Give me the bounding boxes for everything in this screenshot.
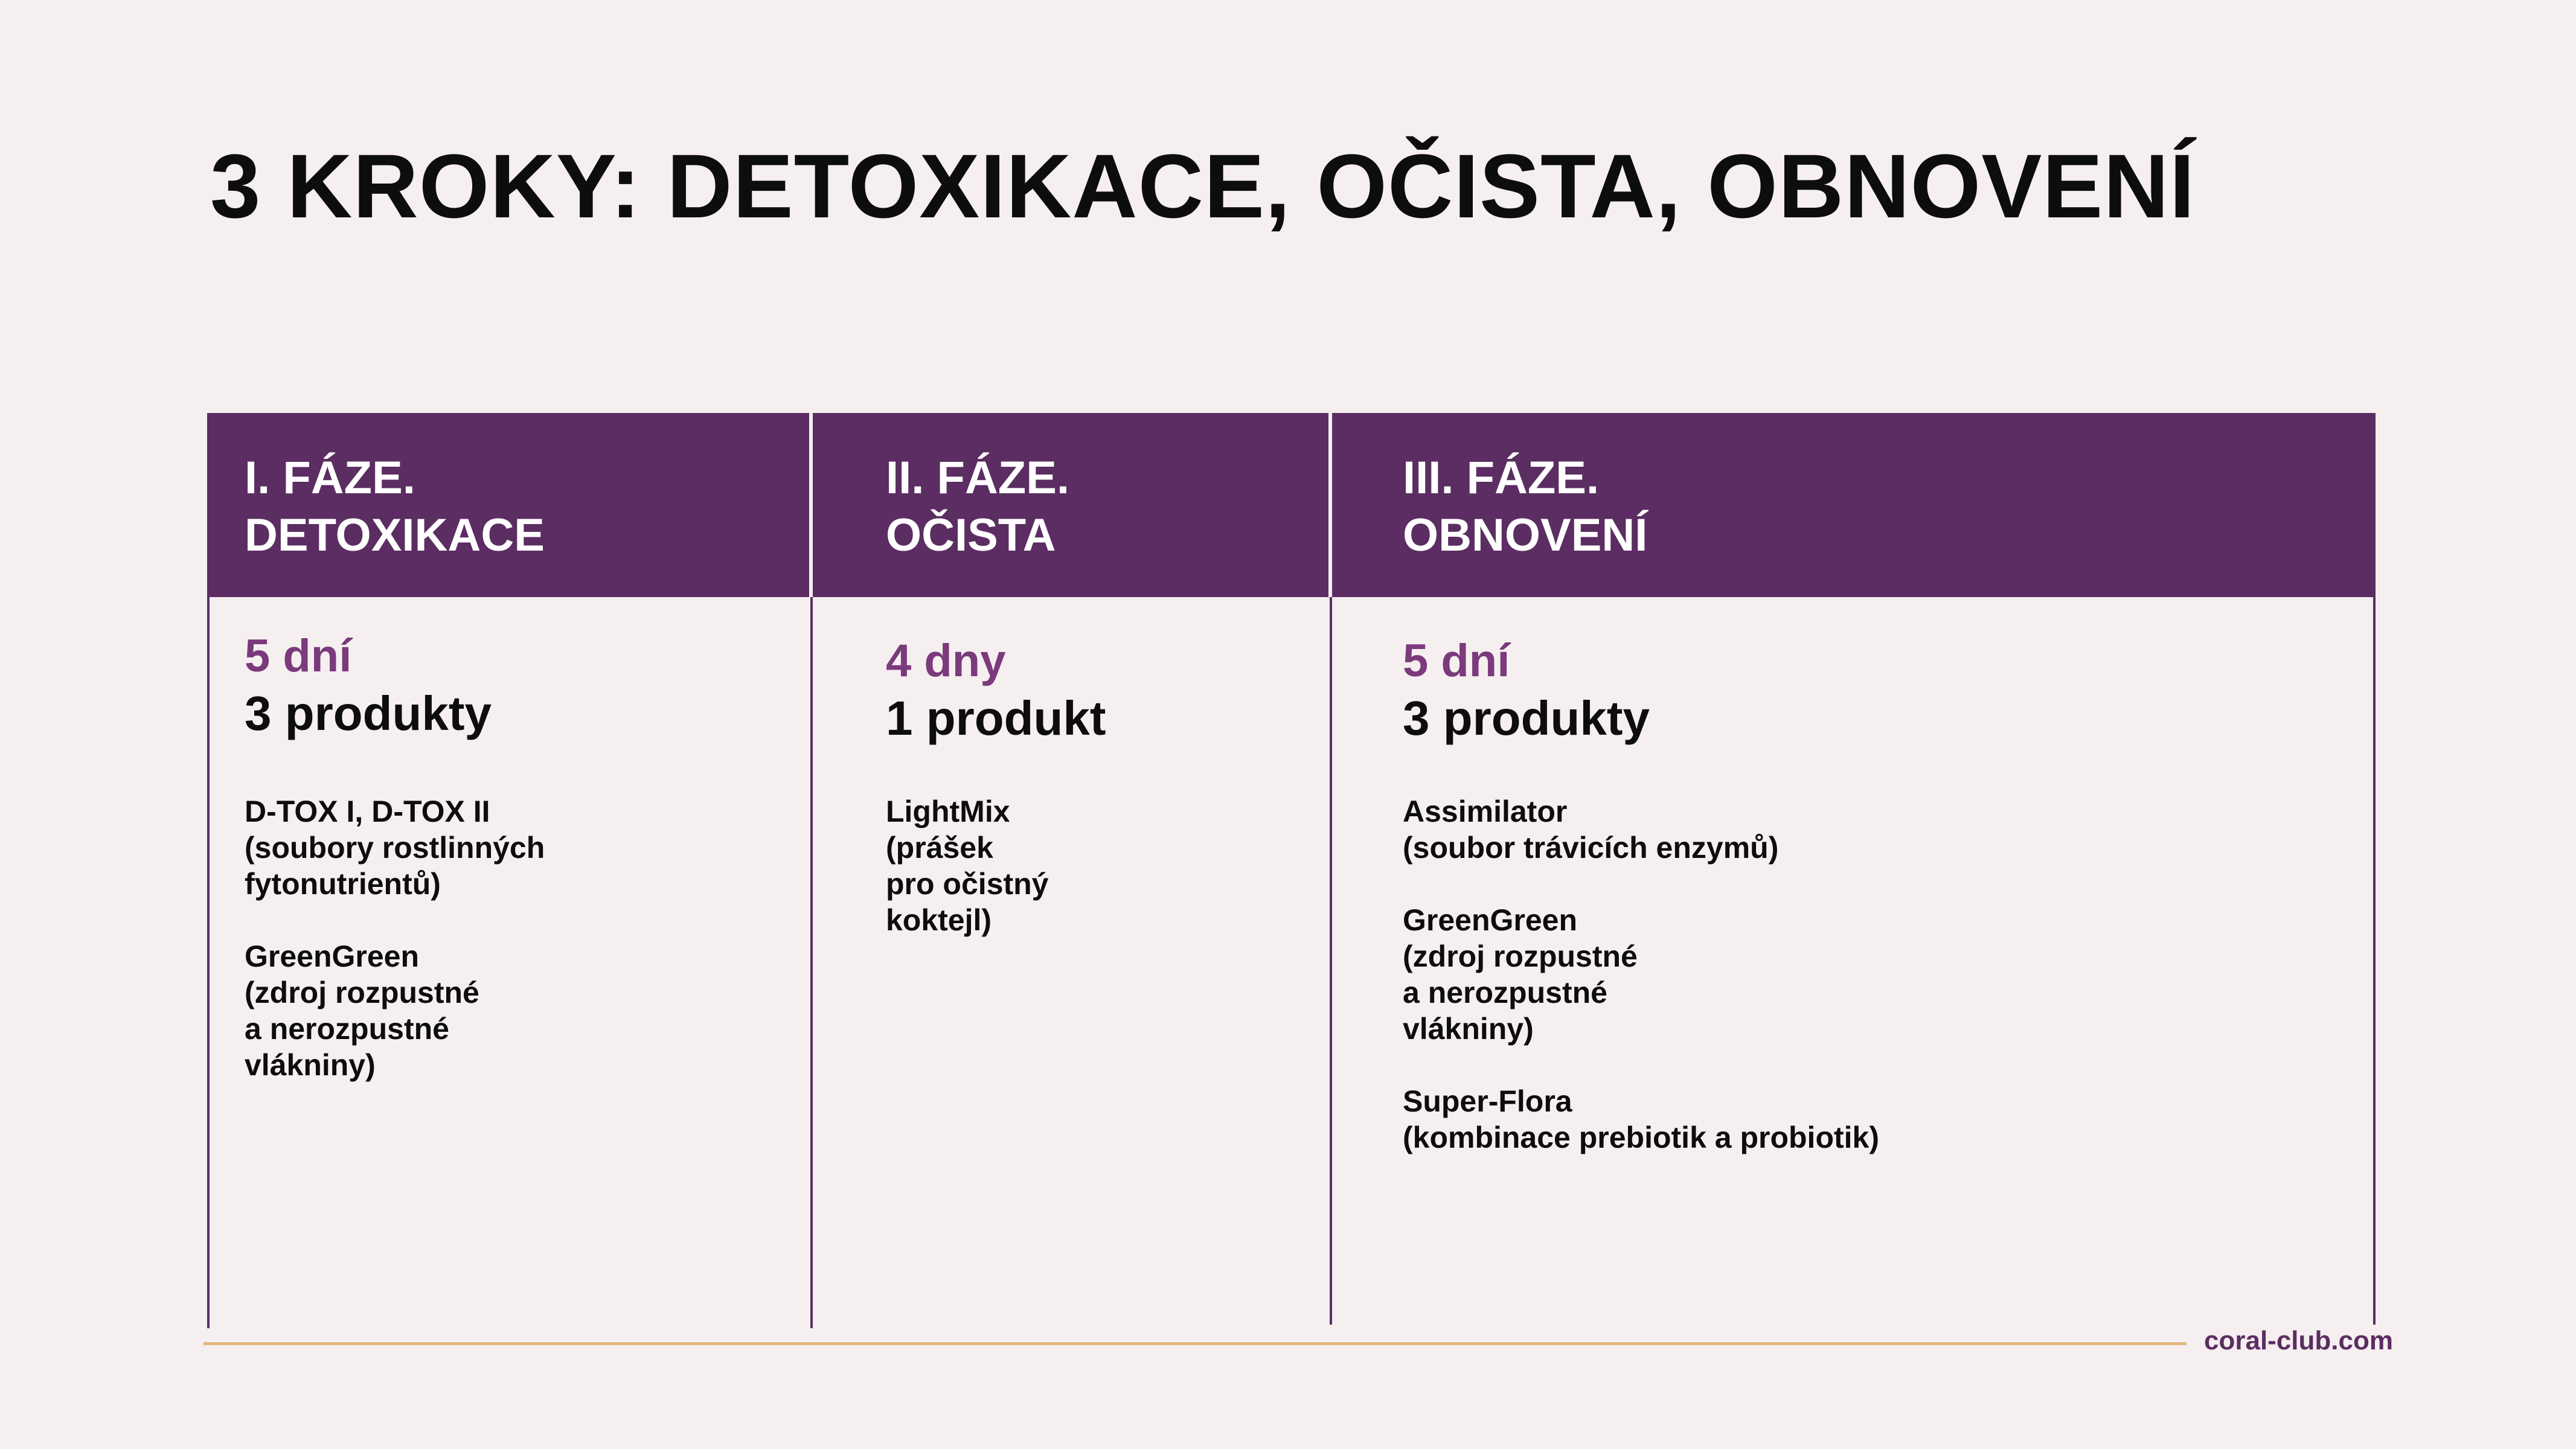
- phase-1-header-number: I. FÁZE.: [245, 452, 415, 504]
- phase-table: [207, 413, 2376, 1328]
- footer-divider: [203, 1342, 2187, 1345]
- product-description: (kombinace prebiotik a probiotik): [1403, 1121, 1879, 1154]
- product-name: GreenGreen: [245, 939, 420, 973]
- phase-1-header: [245, 449, 545, 564]
- phase-2-duration: 4 dny: [886, 635, 1006, 686]
- phase-3-column: [1403, 632, 1879, 1156]
- phase-3-header-name: OBNOVENÍ: [1403, 510, 1648, 561]
- phase-1-product-dtox: [245, 793, 545, 902]
- product-description: pro očistný: [886, 867, 1049, 901]
- phase-2-product-lightmix: [886, 793, 1106, 938]
- product-name: D-TOX I, D-TOX II: [245, 795, 490, 828]
- column-divider: [1330, 597, 1332, 1325]
- phase-1-product-greengreen: [245, 938, 545, 1083]
- phase-3-product-greengreen: [1403, 902, 1879, 1047]
- phase-2-header-name: OČISTA: [886, 510, 1056, 561]
- phase-1-column: [245, 627, 545, 1083]
- product-description: a nerozpustné: [1403, 976, 1607, 1009]
- phase-3-header: [1403, 449, 1647, 564]
- column-divider: [810, 597, 813, 1328]
- product-name: LightMix: [886, 795, 1010, 828]
- product-description: (soubory rostlinných: [245, 831, 545, 865]
- phase-3-product-assimilator: [1403, 793, 1879, 866]
- phase-2-product-count: 1 produkt: [886, 691, 1106, 745]
- phase-3-product-superflora: [1403, 1083, 1879, 1156]
- page-title: 3 KROKY: DETOXIKACE, OČISTA, OBNOVENÍ: [210, 135, 2196, 237]
- footer-url: coral-club.com: [2204, 1326, 2393, 1355]
- column-divider: [2373, 597, 2376, 1325]
- header-divider: [1328, 413, 1332, 597]
- phase-1-product-count: 3 produkty: [245, 686, 492, 740]
- product-description: vlákniny): [1403, 1012, 1534, 1046]
- product-description: fytonutrientů): [245, 867, 441, 901]
- product-description: koktejl): [886, 903, 992, 937]
- product-description: (prášek: [886, 831, 993, 865]
- phase-1-duration: 5 dní: [245, 630, 352, 682]
- phase-2-column: [886, 632, 1106, 938]
- product-description: a nerozpustné: [245, 1012, 449, 1046]
- product-name: Assimilator: [1403, 795, 1568, 828]
- column-divider: [207, 597, 210, 1328]
- product-description: vlákniny): [245, 1048, 376, 1082]
- phase-3-duration: 5 dní: [1403, 635, 1510, 686]
- phase-2-header: [886, 449, 1069, 564]
- product-description: (zdroj rozpustné: [1403, 939, 1638, 973]
- product-description: (zdroj rozpustné: [245, 976, 479, 1009]
- phase-2-header-number: II. FÁZE.: [886, 452, 1069, 504]
- product-name: GreenGreen: [1403, 903, 1578, 937]
- phase-1-header-name: DETOXIKACE: [245, 510, 545, 561]
- phase-3-product-count: 3 produkty: [1403, 691, 1650, 745]
- product-description: (soubor trávicích enzymů): [1403, 831, 1779, 865]
- header-divider: [809, 413, 813, 597]
- product-name: Super-Flora: [1403, 1084, 1572, 1118]
- phase-3-header-number: III. FÁZE.: [1403, 452, 1600, 504]
